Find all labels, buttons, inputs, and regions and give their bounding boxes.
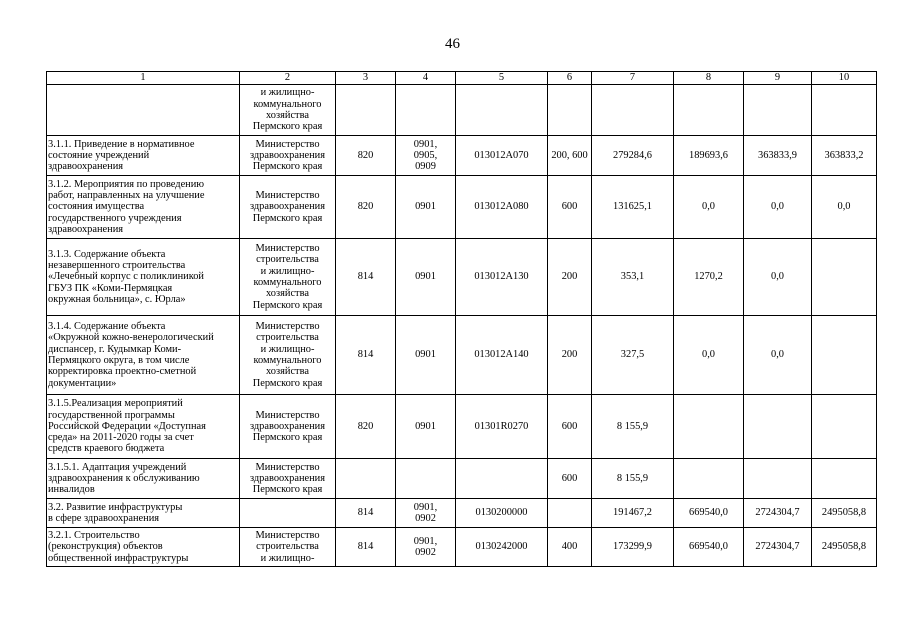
- amount-cell: 363833,9: [758, 149, 797, 161]
- expense-type-cell: 200, 600: [551, 149, 588, 161]
- activity-cell: 3.2. Развитие инфраструктуры в сфере здравоохранения: [48, 501, 183, 524]
- amount-cell: 189693,6: [689, 149, 728, 161]
- section-cell: 0901: [415, 271, 436, 283]
- table-row: [47, 459, 877, 499]
- table-row: [47, 176, 877, 239]
- target-item-cell: 013012А070: [474, 149, 529, 161]
- activity-cell: 3.1.5.Реализация мероприятий государственной программы Российской Федерации «Доступная среда» на 2011-2020 годы за счет средств краевого бюджета: [48, 398, 206, 455]
- table-row: [47, 239, 877, 316]
- target-item-cell: 013012А130: [474, 271, 529, 283]
- activity-cell: 3.1.1. Приведение в нормативное состояние учреждений здравоохранения: [48, 138, 195, 173]
- amount-cell: 353,1: [620, 271, 645, 283]
- amount-cell: 173299,9: [613, 541, 652, 553]
- amount-cell: 2495058,8: [821, 541, 867, 553]
- amount-cell: 279284,6: [613, 149, 652, 161]
- amount-cell: 669540,0: [689, 507, 728, 519]
- budget-table: [46, 71, 877, 567]
- column-header: 9: [744, 72, 812, 85]
- expense-type-cell: 400: [561, 541, 578, 553]
- amount-cell: 131625,1: [613, 201, 652, 213]
- activity-cell: 3.1.5.1. Адаптация учреждений здравоохранения к обслуживанию инвалидов: [48, 461, 200, 496]
- grbs-cell: 820: [357, 420, 374, 432]
- table-row: [47, 316, 877, 395]
- table-row: [47, 85, 877, 136]
- executor-cell: Министерство здравоохранения Пермского края: [249, 190, 326, 224]
- column-header: 6: [548, 72, 592, 85]
- amount-cell: 0,0: [837, 201, 851, 213]
- executor-cell: Министерство строительства и жилищно- коммунального хозяйства Пермского края: [252, 321, 323, 389]
- page-number: 46: [445, 36, 460, 52]
- amount-cell: 669540,0: [689, 541, 728, 553]
- grbs-cell: 820: [357, 201, 374, 213]
- amount-cell: 0,0: [702, 349, 715, 361]
- section-cell: 0901: [415, 349, 436, 361]
- section-cell: 0901, 0902: [413, 501, 438, 524]
- amount-cell: 2495058,8: [821, 507, 867, 519]
- column-header: 2: [240, 72, 336, 85]
- table-row: [47, 395, 877, 459]
- amount-cell: 0,0: [771, 201, 784, 213]
- amount-cell: 191467,2: [613, 507, 652, 519]
- amount-cell: 327,5: [620, 349, 645, 361]
- table-row: [47, 528, 877, 567]
- executor-cell: Министерство здравоохранения Пермского края: [249, 138, 326, 173]
- table-header-row: [47, 72, 877, 85]
- grbs-cell: 814: [357, 541, 374, 553]
- amount-cell: 2724304,7: [755, 507, 800, 519]
- grbs-cell: 814: [357, 271, 374, 283]
- activity-cell: 3.2.1. Строительство (реконструкция) объектов общественной инфраструктуры: [48, 530, 189, 564]
- amount-cell: 8 155,9: [616, 420, 649, 432]
- target-item-cell: 0130200000: [475, 507, 528, 519]
- amount-cell: 2724304,7: [755, 541, 800, 553]
- column-header: 3: [336, 72, 396, 85]
- section-cell: 0901, 0905, 0909: [413, 138, 438, 173]
- grbs-cell: 820: [357, 149, 374, 161]
- column-header: 8: [674, 72, 744, 85]
- expense-type-cell: 600: [561, 201, 578, 213]
- activity-cell: 3.1.4. Содержание объекта «Окружной кожно-венерологический диспансер, г. Кудымкар Коми- Пермяцкого округа, в том числе корректировка проектно-сметной документации»: [48, 321, 214, 389]
- section-cell: 0901: [415, 201, 436, 213]
- expense-type-cell: 200: [561, 271, 578, 283]
- amount-cell: 363833,2: [824, 149, 864, 161]
- amount-cell: 0,0: [771, 271, 784, 283]
- grbs-cell: 814: [357, 349, 374, 361]
- target-item-cell: 013012А140: [474, 349, 529, 361]
- amount-cell: 0,0: [702, 201, 715, 213]
- column-header: 1: [47, 72, 240, 85]
- column-header: 5: [456, 72, 548, 85]
- table-row: [47, 499, 877, 528]
- executor-cell: и жилищно- коммунального хозяйства Пермского края: [252, 87, 323, 133]
- executor-cell: Министерство здравоохранения Пермского края: [249, 461, 326, 496]
- column-header: 7: [592, 72, 674, 85]
- expense-type-cell: 600: [561, 472, 578, 484]
- column-header: 10: [812, 72, 877, 85]
- target-item-cell: 01301R0270: [474, 420, 529, 432]
- section-cell: 0901, 0902: [413, 535, 438, 558]
- target-item-cell: 0130242000: [475, 541, 528, 553]
- target-item-cell: 013012А080: [474, 201, 529, 213]
- amount-cell: 8 155,9: [616, 472, 649, 484]
- amount-cell: 1270,2: [694, 271, 723, 283]
- table-row: [47, 136, 877, 176]
- expense-type-cell: 600: [561, 420, 578, 432]
- executor-cell: Министерство строительства и жилищно- коммунального хозяйства Пермского края: [252, 243, 323, 311]
- grbs-cell: 814: [357, 507, 374, 519]
- activity-cell: 3.1.3. Содержание объекта незавершенного строительства «Лечебный корпус с поликлиникой ГБУЗ ПК «Коми-Пермяцкая окружная больница», с. Юрла»: [48, 248, 204, 305]
- expense-type-cell: 200: [561, 349, 578, 361]
- column-header: 4: [396, 72, 456, 85]
- activity-cell: 3.1.2. Мероприятия по проведению работ, направленных на улучшение состояния имущества государственного учреждения здравоохранения: [48, 178, 205, 235]
- section-cell: 0901: [415, 420, 436, 432]
- amount-cell: 0,0: [771, 349, 784, 361]
- executor-cell: Министерство строительства и жилищно-: [255, 530, 320, 564]
- executor-cell: Министерство здравоохранения Пермского края: [249, 409, 326, 444]
